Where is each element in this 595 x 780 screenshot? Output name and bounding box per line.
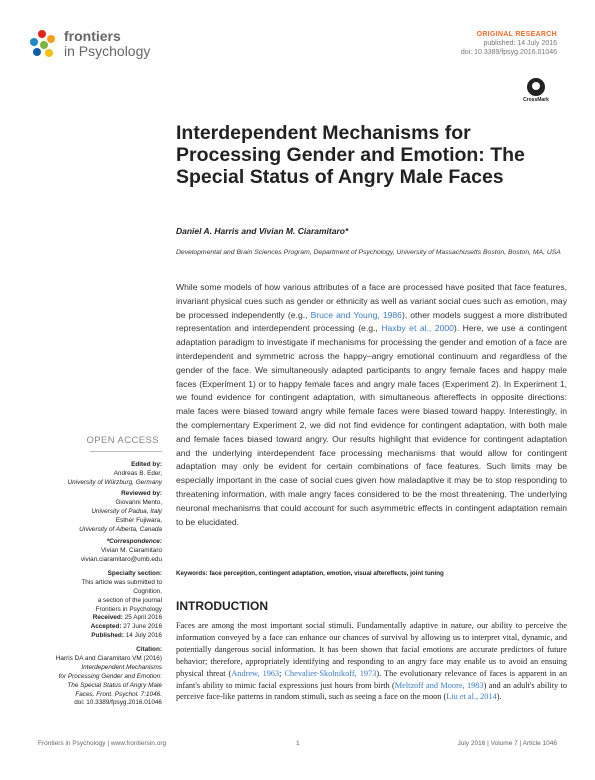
article-header-info — [461, 30, 557, 57]
reviewed-by-block — [20, 490, 162, 535]
keywords: Keywords: face perception, contingent adaptation, emotion, visual aftereffects, joint tuning — [176, 570, 444, 577]
reviewer-name: Esther Fujiwara, — [115, 516, 162, 524]
intro-text-5: ). — [496, 692, 502, 702]
published-label: Published: — [91, 631, 124, 639]
citation-link[interactable]: Chevalier-Skolnikoff, 1973 — [284, 668, 377, 678]
citation-link[interactable]: Andrew, 1963 — [231, 668, 280, 678]
page-number: 1 — [296, 740, 300, 747]
specialty-section-block — [20, 570, 162, 615]
dates-block — [20, 614, 162, 641]
footer-volume: July 2016 | Volume 7 | Article 1046 — [457, 740, 557, 747]
abstract-text-3: ). Here, we use a contingent adaptation paradigm to investigate if mechanisms for processing the gender and emotion of a face are interdependent and symmetric across the happy–angry emotional continuum and regardless of the gender of the face. We simultaneously adapted participants to angry female faces and happy male faces (Experiment 1) or to happy female faces and angry male faces (Experiment 2). In Experiment 1, we found evidence for contingent adaptation, with simultaneous aftereffects in opposite directions: male faces were biased toward angry while female faces were biased toward happy. Interestingly, in the complementary Experiment 2, we did not find evidence for contingent adaptation, with both male and female faces biased toward angry. Our results highlight that evidence for contingent adaptation and the underlying interdependent face processing mechanisms that would allow for contingent adaptation may only be evident for certain combinations of face features. Such limits may be especially important in the case of social cues given how maladaptive it may be to stop responding to threatening information, with male angry faces considered to be the most threatening. The underlying neuronal mechanisms that could account for such asymmetric effects in contingent adaptation remain to be elucidated. — [176, 323, 567, 527]
abstract — [176, 281, 567, 529]
published-date-sidebar: 14 July 2016 — [125, 631, 162, 639]
citation-line: Interdependent Mechanisms — [81, 663, 162, 671]
received-date: 25 April 2016 — [124, 614, 162, 621]
editor-name: Andreas B. Eder, — [113, 469, 162, 477]
doi[interactable]: doi: 10.3389/fpsyg.2016.01046 — [460, 49, 557, 56]
section-heading-introduction: INTRODUCTION — [176, 599, 268, 613]
intro-text-2: ; — [279, 668, 285, 678]
edited-by-label: Edited by: — [131, 461, 162, 468]
article-title: Interdependent Mechanisms for Processing Gender and Emotion: The Special Status of Angry Male Faces — [176, 122, 525, 188]
citation-block — [20, 646, 162, 708]
reviewed-by-label: Reviewed by: — [121, 490, 162, 497]
accepted-date: 27 June 2016 — [123, 622, 162, 630]
footer-journal[interactable]: Frontiers in Psychology | www.frontiersin.org — [38, 740, 167, 747]
citation-link[interactable]: Haxby et al., 2000 — [381, 323, 454, 334]
crossmark-badge[interactable] — [516, 78, 556, 103]
citation-label: Citation: — [136, 646, 162, 653]
edited-by-block — [20, 461, 162, 488]
correspondence-block — [20, 538, 162, 565]
frontiers-logo-icon — [28, 30, 58, 60]
editor-affiliation: University of Würzburg, Germany — [67, 478, 162, 486]
intro-text-3: ). The evolutionary relevance of faces is apparent in an infant's ability to mimic facial expressions just hours from birth ( — [176, 668, 568, 690]
crossmark-label: CrossMark — [523, 97, 549, 103]
citation-line: for Processing Gender and Emotion: — [58, 672, 162, 680]
reviewer-affiliation: University of Padua, Italy — [91, 507, 162, 515]
citation-line: Faces. Front. Psychol. 7:1046. — [75, 690, 162, 698]
citation-link[interactable]: Liu et al., 2014 — [446, 692, 497, 702]
open-access-label: OPEN ACCESS — [86, 435, 159, 446]
introduction-text — [176, 620, 567, 703]
article-type: ORIGINAL RESEARCH — [476, 31, 557, 38]
intro-text-1: Faces are among the most important social stimuli. Fundamentally adaptive in nature, our ability to perceive the information conveyed by a face can enhance our chances of survival by allowing us to interpret vital, dynamic, and potentially dangerous social information. It has been shown that facial emotions are accurate predictors of future behavior; therefore, appropriately identifying and responding to an angry face may enable us to avoid an ensuing physical threat ( — [176, 621, 567, 678]
specialty-label: Specialty section: — [107, 570, 162, 577]
citation-line: doi: 10.3389/fpsyg.2016.01046 — [74, 699, 162, 707]
accepted-label: Accepted: — [90, 622, 122, 630]
specialty-line: Cognition, — [133, 587, 162, 595]
specialty-line: This article was submitted to — [81, 578, 162, 586]
citation-line: Harris DA and Ciaramitaro VM (2016) — [55, 654, 162, 662]
citation-link[interactable]: Bruce and Young, 1986 — [310, 309, 402, 320]
journal-logo — [28, 28, 158, 62]
specialty-line: Frontiers in Psychology — [95, 605, 162, 613]
intro-text-4: ) and an adult's ability to perceive face-like patterns in random stimuli, such as seeing a face on the moon ( — [176, 680, 567, 702]
published-date: published: 14 July 2016 — [483, 40, 557, 47]
journal-name-line1: frontiers — [64, 28, 121, 44]
correspondence-label: *Correspondence: — [106, 538, 162, 545]
reviewer-affiliation: University of Alberta, Canada — [79, 525, 162, 533]
citation-line: The Special Status of Angry Male — [67, 681, 162, 689]
specialty-line: a section of the journal — [97, 596, 162, 604]
journal-name-line2: in Psychology — [64, 43, 151, 59]
citation-link[interactable]: Meltzoff and Moore, 1983 — [394, 680, 484, 690]
reviewer-name: Giovanni Mento, — [115, 498, 162, 506]
correspondence-name: Vivian M. Ciaramitaro — [101, 546, 162, 554]
authors: Daniel A. Harris and Vivian M. Ciaramitaro* — [176, 226, 349, 236]
abstract-text-2: ), other models suggest a more distributed representation and interdependent processing (e.g., — [176, 309, 567, 334]
divider — [90, 451, 162, 452]
affiliation: Developmental and Brain Sciences Program, Department of Psychology, University of Massachusetts Boston, Boston, MA, USA — [176, 249, 561, 256]
abstract-text-1: While some models of how various attributes of a face are processed have posited that face features, invariant physical cues such as gender or ethnicity as well as variant social cues such as emotion, may be processed independently (e.g., — [176, 282, 567, 320]
crossmark-icon — [527, 78, 545, 96]
received-label: Received: — [92, 614, 123, 621]
correspondence-email[interactable]: vivian.ciaramitaro@umb.edu — [80, 555, 162, 563]
